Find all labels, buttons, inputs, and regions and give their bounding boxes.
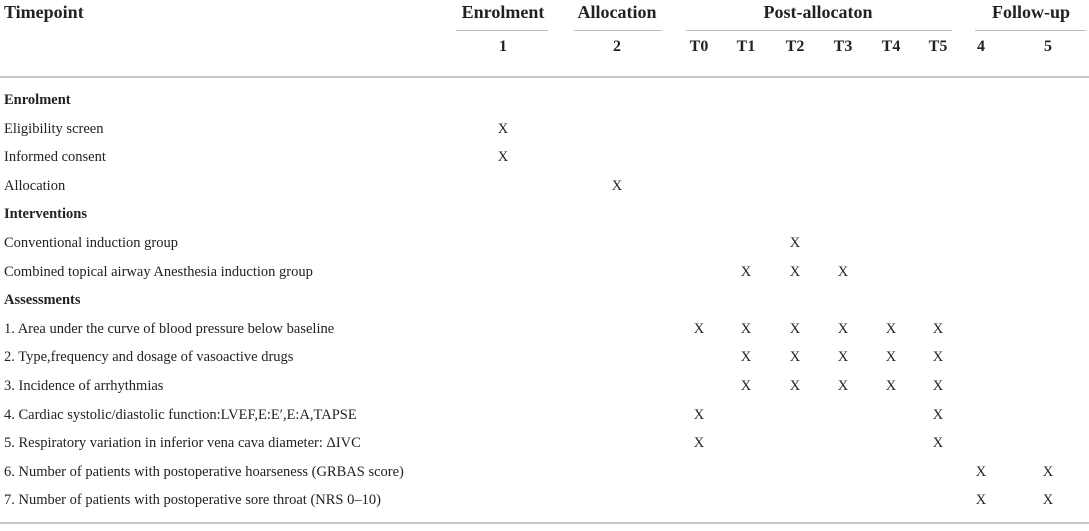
group-rule-post-allocation: [686, 30, 952, 31]
section-heading: Interventions: [4, 206, 87, 223]
subcolumn-header: 1: [499, 38, 507, 55]
schedule-mark: X: [789, 320, 801, 337]
header-group-enrolment: Enrolment: [461, 2, 545, 22]
schedule-mark: X: [1042, 492, 1054, 509]
row-label: Combined topical airway Anesthesia induction group: [4, 263, 313, 280]
schedule-mark: X: [497, 120, 509, 137]
schedule-mark: X: [885, 320, 897, 337]
schedule-mark: X: [740, 378, 752, 394]
schedule-mark: X: [885, 349, 897, 366]
schedule-mark: X: [740, 263, 752, 280]
schedule-mark: X: [932, 378, 944, 394]
group-rule-enrolment: [456, 30, 548, 31]
schedule-mark: X: [1042, 463, 1054, 480]
subcolumn-header: T0: [689, 38, 709, 55]
row-label: Informed consent: [4, 149, 106, 166]
schedule-mark: X: [789, 349, 801, 366]
row-label: 2. Type,frequency and dosage of vasoactive drugs: [4, 349, 294, 366]
section-heading: Enrolment: [4, 92, 71, 108]
row-label: 4. Cardiac systolic/diastolic function:LVEF,E:E′,E:A,TAPSE: [4, 406, 357, 423]
schedule-mark: X: [885, 378, 897, 394]
schedule-mark: X: [837, 378, 849, 394]
schedule-mark: X: [932, 320, 944, 337]
row-label: 5. Respiratory variation in inferior vena cava diameter: ΔIVC: [4, 435, 361, 452]
schedule-mark: X: [740, 349, 752, 366]
schedule-mark: X: [497, 149, 509, 166]
header-group-follow-up: Follow-up: [991, 2, 1071, 22]
schedule-mark: X: [611, 177, 623, 194]
header-group-post-allocation: Post-allocaton: [763, 2, 873, 22]
schedule-mark: X: [932, 406, 944, 423]
subcolumn-header: T5: [928, 38, 948, 55]
schedule-mark: X: [693, 406, 705, 423]
subcolumn-header: 4: [977, 38, 985, 55]
row-label: Eligibility screen: [4, 120, 104, 137]
schedule-mark: X: [740, 320, 752, 337]
subcolumn-header: T3: [833, 38, 853, 55]
section-heading: Assessments: [4, 292, 81, 309]
row-label: Conventional induction group: [4, 235, 178, 251]
group-rule-follow-up: [975, 30, 1086, 31]
schedule-mark: X: [789, 378, 801, 394]
schedule-mark: X: [837, 263, 849, 280]
schedule-mark: X: [932, 435, 944, 452]
header-group-allocation: Allocation: [577, 2, 657, 22]
row-label: 7. Number of patients with postoperative sore throat (NRS 0–10): [4, 492, 381, 509]
row-label: 6. Number of patients with postoperative hoarseness (GRBAS score): [4, 463, 404, 480]
row-label: Allocation: [4, 177, 66, 194]
header-timepoint: Timepoint: [4, 2, 84, 22]
schedule-mark: X: [693, 320, 705, 337]
schedule-mark: X: [837, 349, 849, 366]
subcolumn-header: T2: [785, 38, 805, 55]
table-bottom-rule: [0, 522, 1089, 524]
row-label: 1. Area under the curve of blood pressure below baseline: [4, 320, 335, 337]
header-divider: [0, 76, 1089, 78]
schedule-mark: X: [693, 435, 705, 452]
schedule-mark: X: [789, 263, 801, 280]
row-label: 3. Incidence of arrhythmias: [4, 378, 164, 394]
subcolumn-header: T4: [881, 38, 901, 55]
subcolumn-header: 5: [1044, 38, 1052, 55]
group-rule-allocation: [574, 30, 662, 31]
subcolumn-header: T1: [736, 38, 756, 55]
schedule-mark: X: [975, 463, 987, 480]
schedule-mark: X: [789, 235, 801, 251]
schedule-mark: X: [975, 492, 987, 509]
schedule-mark: X: [932, 349, 944, 366]
subcolumn-header: 2: [613, 38, 621, 55]
schedule-mark: X: [837, 320, 849, 337]
